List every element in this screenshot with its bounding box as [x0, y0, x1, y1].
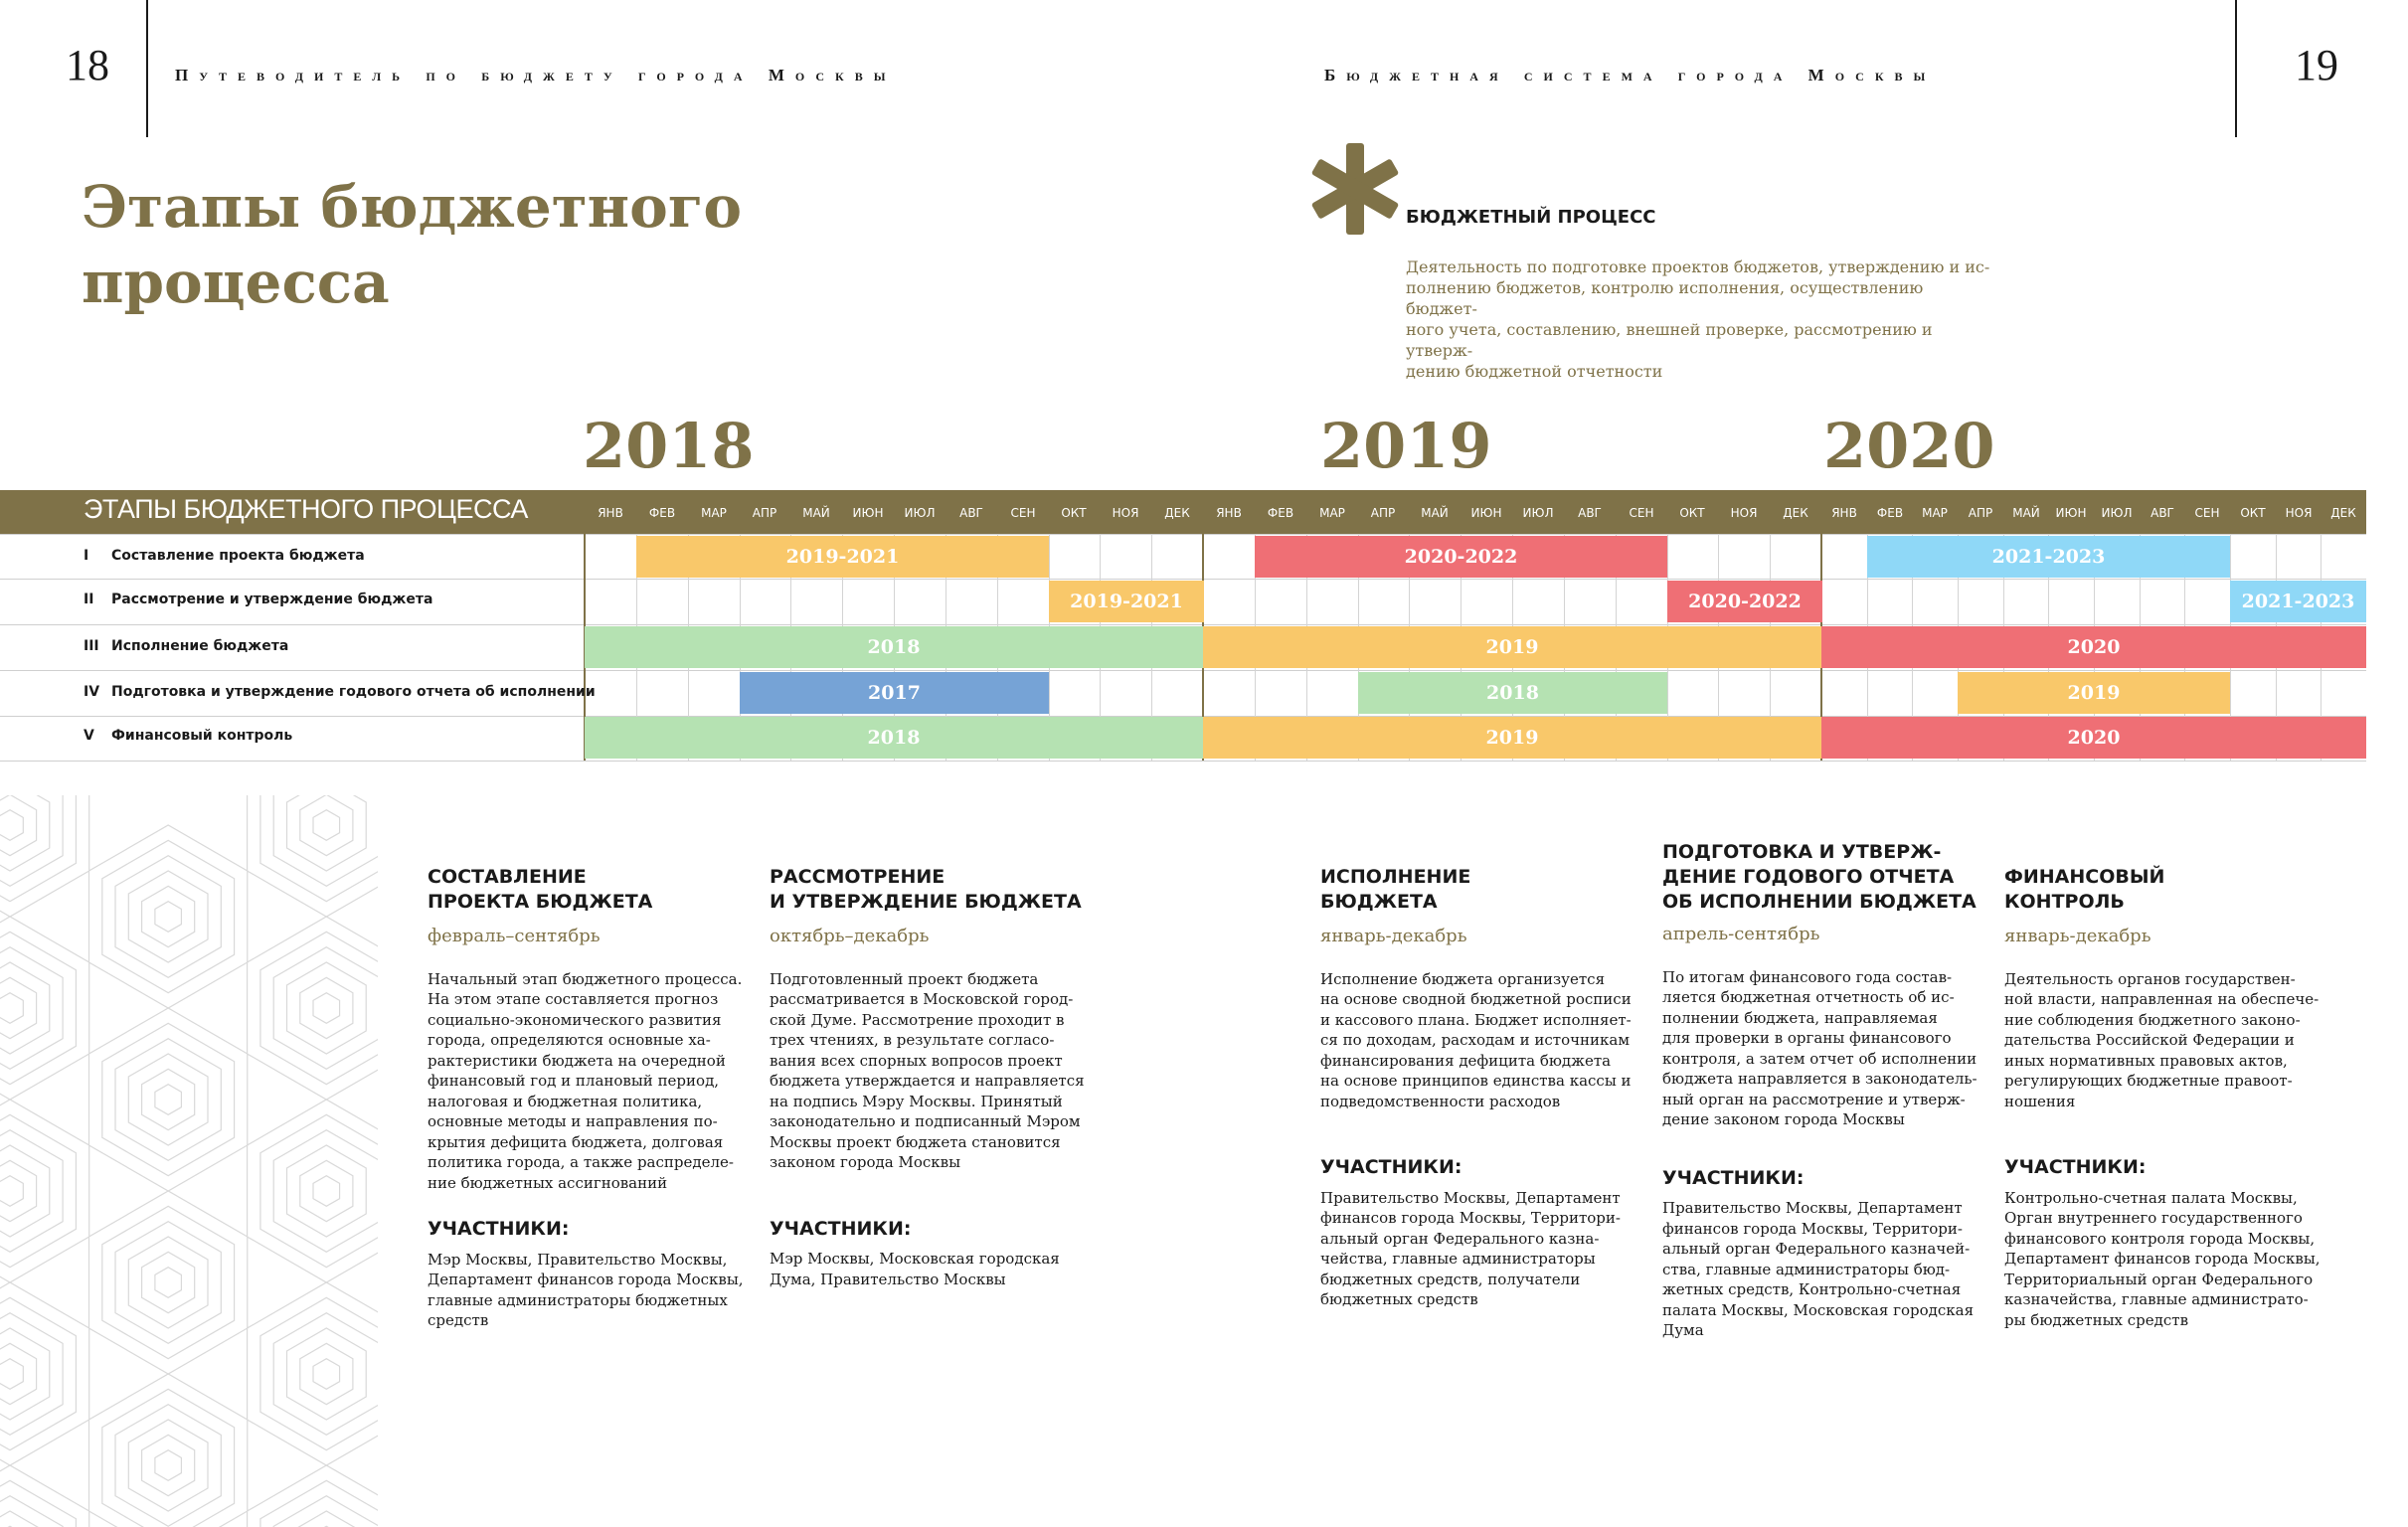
hexagon-shape: [0, 977, 37, 1038]
hexagon-shape: [248, 1100, 378, 1282]
hexagon-pattern-decoration: [0, 795, 378, 1527]
stage-3-column: [1320, 865, 1648, 1310]
stage-4-heading: [1662, 840, 2000, 915]
text-line: средств: [428, 1311, 489, 1329]
hexagon-shape: [0, 993, 23, 1024]
hexagon-shape: [0, 1130, 63, 1253]
stage-2-period: октябрь–декабрь: [770, 926, 930, 946]
text-line: палата Москвы, Московская городская: [1662, 1300, 1975, 1319]
stage-4-text: [1662, 967, 2000, 1130]
row-label-4: Подготовка и утверждение годового отчета об исполнении: [111, 684, 596, 700]
row-number-4: IV: [84, 684, 100, 700]
stage-3-participants: [1320, 1188, 1648, 1310]
text-line: на основе сводной бюджетной росписи: [1320, 990, 1632, 1008]
text-line: финансирования дефицита бюджета: [1320, 1051, 1612, 1070]
hexagon-shape: [0, 1328, 50, 1420]
hexagon-shape: [260, 1297, 378, 1449]
row-label-5: Финансовый контроль: [111, 728, 293, 744]
text-line: жетных средств, Контрольно-счетная: [1662, 1280, 1962, 1298]
text-line: Контрольно-счетная палата Москвы,: [2004, 1188, 2298, 1207]
text-line: регулирующих бюджетные правоот-: [2004, 1072, 2293, 1090]
year-2020-label: 2020: [1823, 410, 1995, 482]
hexagon-shape: [102, 1023, 235, 1175]
text-line: Подготовленный проект бюджета: [770, 969, 1039, 988]
text-line: финансовый год и плановый период,: [428, 1072, 720, 1090]
timeline-segment: 2019-2021: [1049, 581, 1204, 622]
text-line: ной власти, направленная на обеспече-: [2004, 990, 2320, 1008]
text-line: Деятельность органов государствен-: [2004, 969, 2296, 988]
row-label-1: Составление проекта бюджета: [111, 548, 365, 564]
text-line: На этом этапе составляется прогноз: [428, 990, 719, 1008]
stage-heading-line: ПРОЕКТА БЮДЖЕТА: [428, 891, 653, 913]
stage-1-participants: [428, 1250, 756, 1331]
hexagon-shape: [128, 1420, 208, 1511]
text-line: ние бюджетных ассигнований: [428, 1173, 668, 1192]
stage-1-text: [428, 969, 756, 1194]
hexagon-shape: [0, 1511, 50, 1527]
month-label: ФЕВ: [1267, 506, 1294, 520]
text-line: для проверки в органы финансового: [1662, 1029, 1952, 1047]
text-line: Территориальный орган Федерального: [2004, 1270, 2314, 1288]
hexagon-shape: [0, 1114, 76, 1267]
stage-4-participants-heading: УЧАСТНИКИ:: [1662, 1166, 1805, 1189]
hexagon-shape: [155, 1268, 182, 1298]
text-line: главные администраторы бюджетных: [428, 1290, 728, 1309]
text-line: дательства Российской Федерации и: [2004, 1031, 2295, 1049]
hexagon-shape: [0, 795, 37, 856]
text-line: ства, главные администраторы бюд-: [1662, 1260, 1951, 1278]
month-label: ОКТ: [1061, 506, 1087, 520]
text-line: альный орган Федерального казначей-: [1662, 1240, 1971, 1258]
text-line: ляется бюджетная отчетность об ис-: [1662, 988, 1955, 1006]
text-line: Мэр Москвы, Московская городская: [770, 1250, 1060, 1268]
row-divider: [0, 761, 2366, 762]
month-label: МАР: [1319, 506, 1345, 520]
definition-heading: БЮДЖЕТНЫЙ ПРОЦЕСС: [1406, 207, 1656, 228]
hexagon-shape: [0, 1145, 50, 1237]
timeline-segment: 2019: [1203, 717, 1821, 759]
text-line: ношения: [2004, 1092, 2076, 1110]
text-line: ры бюджетных средств: [2004, 1310, 2189, 1329]
text-line: полнении бюджета, направляемая: [1662, 1008, 1938, 1027]
stage-4-column: [1662, 840, 2000, 1341]
month-label: МАР: [701, 506, 727, 520]
text-line: Департамент финансов города Москвы,: [2004, 1250, 2321, 1268]
timeline-segment: 2020-2022: [1255, 536, 1667, 578]
text-line: Департамент финансов города Москвы,: [428, 1271, 744, 1288]
text-line: бюджетных средств: [1320, 1290, 1478, 1308]
hexagon-shape: [142, 1252, 195, 1312]
text-line: Дума, Правительство Москвы: [770, 1270, 1006, 1288]
hexagon-shape: [287, 1145, 367, 1237]
definition-line: полнению бюджетов, контролю исполнения, осуществлению бюджет-: [1406, 278, 1924, 318]
stage-2-text: [770, 969, 1108, 1173]
row-number-1: I: [84, 548, 89, 564]
text-line: вания всех спорных вопросов проект: [770, 1051, 1063, 1070]
row-divider: [0, 534, 2366, 535]
stage-5-participants-heading: УЧАСТНИКИ:: [2004, 1156, 2147, 1178]
stage-5-column: [2004, 865, 2342, 1330]
text-line: дение законом города Москвы: [1662, 1110, 1905, 1128]
text-line: Правительство Москвы, Департамент: [1662, 1199, 1963, 1217]
timeline-segment: 2020-2022: [1667, 581, 1822, 622]
hexagon-shape: [287, 795, 367, 871]
right-page-number: 19: [2295, 41, 2338, 89]
text-line: контроля, а затем отчет об исполнении: [1662, 1049, 1978, 1068]
stage-5-participants: [2004, 1188, 2342, 1331]
hexagon-shape: [260, 1480, 378, 1527]
month-label: ЯНВ: [1831, 506, 1857, 520]
stage-heading-line: ОБ ИСПОЛНЕНИИ БЮДЖЕТА: [1662, 891, 1977, 913]
month-label: ЯНВ: [598, 506, 623, 520]
text-line: иных нормативных правовых актов,: [2004, 1051, 2288, 1070]
hexagon-shape: [300, 1343, 353, 1404]
text-line: рактеристики бюджета на очередной: [428, 1051, 726, 1070]
definition-line: ного учета, составлению, внешней проверке, рассмотрению и утверж-: [1406, 320, 1933, 360]
month-label: АВГ: [2150, 506, 2174, 520]
hexagon-shape: [155, 902, 182, 933]
hexagon-shape: [300, 795, 353, 856]
stage-heading-line: КОНТРОЛЬ: [2004, 891, 2125, 913]
hexagon-shape: [0, 1160, 37, 1221]
hexagon-shape: [142, 886, 195, 946]
hexagon-shape: [115, 1222, 221, 1344]
stage-heading-line: ДЕНИЕ ГОДОВОГО ОТЧЕТА: [1662, 866, 1955, 888]
stage-1-column: [428, 865, 756, 1331]
month-label: СЕН: [1010, 506, 1036, 520]
hexagon-shape: [115, 1405, 221, 1527]
text-line: По итогам финансового года состав-: [1662, 967, 1953, 986]
text-line: на основе принципов единства кассы и: [1320, 1072, 1632, 1090]
month-label: ОКТ: [1679, 506, 1705, 520]
month-label: НОЯ: [1730, 506, 1758, 520]
hexagon-shape: [313, 1176, 340, 1207]
hexagon-shape: [287, 962, 367, 1054]
stage-heading-line: РАССМОТРЕНИЕ: [770, 866, 946, 888]
text-line: Мэр Москвы, Правительство Москвы,: [428, 1250, 728, 1269]
timeline-segment: 2019: [1958, 672, 2230, 714]
hexagon-shape: [115, 856, 221, 978]
text-line: и кассового плана. Бюджет исполняет-: [1320, 1010, 1632, 1029]
text-line: финансов города Москвы, Территори-: [1662, 1219, 1963, 1238]
hexagon-shape: [0, 947, 63, 1070]
stage-3-text: [1320, 969, 1648, 1112]
text-line: ся по доходам, расходам и источникам: [1320, 1031, 1631, 1049]
timeline-segment: 2017: [740, 672, 1049, 714]
month-label: СЕН: [1629, 506, 1654, 520]
stage-1-participants-heading: УЧАСТНИКИ:: [428, 1218, 570, 1240]
hexagon-shape: [0, 1343, 37, 1404]
hexagon-shape: [0, 1176, 23, 1207]
month-label: АВГ: [959, 506, 983, 520]
row-number-3: III: [84, 638, 99, 654]
month-label: АПР: [752, 506, 777, 520]
row-number-2: II: [84, 592, 94, 607]
stage-2-column: [770, 865, 1108, 1289]
text-line: Правительство Москвы, Департамент: [1320, 1188, 1621, 1207]
hexagon-shape: [155, 1085, 182, 1115]
month-label: ИЮЛ: [2101, 506, 2133, 520]
stage-heading-line: ИСПОЛНЕНИЕ: [1320, 866, 1471, 888]
hexagon-shape: [89, 1008, 248, 1191]
text-line: ской Думе. Рассмотрение проходит в: [770, 1010, 1065, 1029]
hexagon-shape: [102, 1206, 235, 1358]
stage-5-text: [2004, 969, 2342, 1112]
hexagon-shape: [0, 1297, 76, 1449]
stage-2-participants-heading: УЧАСТНИКИ:: [770, 1217, 912, 1240]
hexagon-shape: [300, 977, 353, 1038]
month-label: ИЮН: [2055, 506, 2087, 520]
stage-2-heading: [770, 865, 1108, 915]
row-label-3: Исполнение бюджета: [111, 638, 289, 654]
hexagon-shape: [260, 795, 378, 902]
stage-heading-line: СОСТАВЛЕНИЕ: [428, 866, 587, 888]
hexagon-shape: [313, 993, 340, 1024]
hexagon-shape: [102, 840, 235, 992]
hexagon-shape: [128, 871, 208, 962]
text-line: подведомственности расходов: [1320, 1092, 1561, 1110]
month-label: МАР: [1922, 506, 1948, 520]
hexagon-shape: [273, 1130, 378, 1253]
hexagon-shape: [273, 947, 378, 1070]
hexagon-shape: [248, 917, 378, 1100]
text-line: Начальный этап бюджетного процесса.: [428, 969, 743, 988]
month-label: АВГ: [1578, 506, 1602, 520]
text-line: Дума: [1662, 1321, 1704, 1339]
hexagon-shape: [273, 1313, 378, 1436]
month-label: МАЙ: [2012, 506, 2040, 520]
text-line: законом города Москвы: [770, 1153, 961, 1171]
year-2019-label: 2019: [1320, 410, 1492, 482]
stage-2-participants: [770, 1249, 1108, 1289]
hexagon-shape: [0, 962, 50, 1054]
text-line: бюджета направляется в законодатель-: [1662, 1070, 1978, 1088]
hexagon-shape: [0, 932, 76, 1084]
text-line: ние соблюдения бюджетного законо-: [2004, 1010, 2301, 1029]
row-label-2: Рассмотрение и утверждение бюджета: [111, 592, 433, 607]
text-line: казначейства, главные администрато-: [2004, 1290, 2309, 1308]
month-label: ФЕВ: [1876, 506, 1904, 520]
definition-line: дению бюджетной отчетности: [1406, 362, 1663, 381]
month-label: ДЕК: [1164, 506, 1190, 520]
text-line: трех чтениях, в результате согласо-: [770, 1031, 1055, 1049]
hexagon-shape: [89, 825, 248, 1008]
text-line: законодательно и подписанный Мэром: [770, 1112, 1081, 1130]
text-line: социально-экономического развития: [428, 1010, 722, 1029]
text-line: бюджета утверждается и направляется: [770, 1072, 1085, 1090]
stage-3-period: январь-декабрь: [1320, 926, 1467, 946]
month-label: ФЕВ: [648, 506, 676, 520]
hexagon-shape: [128, 1237, 208, 1328]
text-line: рассматривается в Московской город-: [770, 990, 1074, 1008]
text-line: политика города, а также распределе-: [428, 1153, 734, 1171]
hexagon-shape: [115, 1039, 221, 1161]
text-line: Исполнение бюджета организуется: [1320, 969, 1606, 988]
text-line: альный орган Федерального казна-: [1320, 1229, 1600, 1248]
timeline-segment: 2019: [1203, 626, 1821, 668]
timeline-segment: 2018: [1358, 672, 1667, 714]
year-2018-label: 2018: [583, 410, 755, 482]
month-label: АПР: [1968, 506, 1993, 520]
stage-heading-line: ФИНАНСОВЫЙ: [2004, 866, 2165, 888]
month-label: ИЮН: [1470, 506, 1502, 520]
row-number-5: V: [84, 728, 94, 744]
month-label: МАЙ: [802, 506, 830, 520]
row-divider: [0, 670, 2366, 671]
month-label: ИЮЛ: [1522, 506, 1554, 520]
hexagon-shape: [0, 1313, 63, 1436]
hexagon-shape: [248, 1282, 378, 1465]
hexagon-shape: [0, 795, 50, 871]
hexagon-shape: [0, 1359, 23, 1390]
hexagon-shape: [0, 1480, 76, 1527]
timeline-segment: 2021-2023: [2230, 581, 2366, 622]
text-line: основные методы и направления по-: [428, 1112, 718, 1130]
hexagon-shape: [300, 1160, 353, 1221]
month-label: НОЯ: [2285, 506, 2313, 520]
timeline-segment: 2020: [1821, 717, 2366, 759]
hexagon-shape: [142, 1069, 195, 1129]
text-line: финансов города Москвы, Территори-: [1320, 1209, 1621, 1227]
stage-heading-line: И УТВЕРЖДЕНИЕ БЮДЖЕТА: [770, 891, 1082, 913]
text-line: Орган внутреннего государственного: [2004, 1209, 2303, 1227]
hexagon-shape: [248, 1465, 378, 1527]
hexagon-shape: [273, 795, 378, 886]
hexagon-shape: [287, 1328, 367, 1420]
timeline-segment: 2019-2021: [636, 536, 1049, 578]
left-page-number: 18: [66, 41, 109, 89]
text-line: бюджетных средств, получатели: [1320, 1270, 1581, 1288]
month-label: ДЕК: [1783, 506, 1808, 520]
stage-4-participants: [1662, 1198, 2000, 1341]
stage-heading-line: БЮДЖЕТА: [1320, 891, 1438, 913]
page-title-line-2: процесса: [82, 249, 390, 316]
stage-1-period: февраль–сентябрь: [428, 926, 601, 946]
month-label: ДЕК: [2330, 506, 2356, 520]
month-label: МАЙ: [1421, 506, 1449, 520]
hexagon-shape: [287, 1511, 367, 1527]
hexagon-shape: [0, 810, 23, 841]
stage-heading-line: ПОДГОТОВКА И УТВЕРЖ-: [1662, 841, 1942, 863]
stage-4-period: апрель-сентябрь: [1662, 924, 1820, 944]
stage-5-period: январь-декабрь: [2004, 926, 2151, 946]
timeline-segment: 2018: [585, 717, 1203, 759]
hexagon-shape: [260, 1114, 378, 1267]
text-line: крытия дефицита бюджета, долговая: [428, 1132, 724, 1151]
hexagon-shape: [128, 1054, 208, 1145]
row-divider: [0, 624, 2366, 625]
stage-3-participants-heading: УЧАСТНИКИ:: [1320, 1156, 1462, 1178]
stage-3-heading: [1320, 865, 1648, 915]
month-label: АПР: [1370, 506, 1396, 520]
text-line: финансового контроля города Москвы,: [2004, 1229, 2316, 1248]
timeline-segment: 2018: [585, 626, 1203, 668]
definition-line: Деятельность по подготовке проектов бюджетов, утверждению и ис-: [1406, 257, 1990, 276]
month-label: СЕН: [2194, 506, 2220, 520]
right-running-title: Бюджетная система города Москвы: [1324, 66, 1937, 85]
text-line: города, определяются основные ха-: [428, 1031, 711, 1049]
month-label: ИЮЛ: [904, 506, 936, 520]
month-label: ЯНВ: [1216, 506, 1242, 520]
hexagon-shape: [155, 1450, 182, 1481]
text-line: ный орган на рассмотрение и утверж-: [1662, 1090, 1966, 1108]
month-label: НОЯ: [1112, 506, 1139, 520]
hexagon-shape: [102, 1389, 235, 1527]
timeline-segment: 2021-2023: [1867, 536, 2230, 578]
hexagon-shape: [313, 1359, 340, 1390]
timeline-segment: 2020: [1821, 626, 2366, 668]
left-running-title: Путеводитель по бюджету города Москвы: [175, 66, 897, 85]
hexagon-shape: [0, 1465, 89, 1527]
stage-5-heading: [2004, 865, 2342, 915]
month-label: ИЮН: [852, 506, 884, 520]
hexagon-shape: [89, 1191, 248, 1374]
month-label: ОКТ: [2240, 506, 2266, 520]
timeline-header-label: ЭТАПЫ БЮДЖЕТНОГО ПРОЦЕССА: [84, 494, 528, 524]
text-line: налоговая и бюджетная политика,: [428, 1092, 703, 1110]
hexagon-shape: [142, 1435, 195, 1495]
hexagon-shape: [313, 810, 340, 841]
text-line: Москвы проект бюджета становится: [770, 1132, 1061, 1151]
hexagon-shape: [260, 932, 378, 1084]
text-line: на подпись Мэру Москвы. Принятый: [770, 1092, 1063, 1110]
stage-1-heading: [428, 865, 756, 915]
page-title-line-1: Этапы бюджетного: [82, 173, 743, 241]
text-line: чейства, главные администраторы: [1320, 1250, 1596, 1268]
hexagon-shape: [248, 795, 378, 917]
row-divider: [0, 579, 2366, 580]
